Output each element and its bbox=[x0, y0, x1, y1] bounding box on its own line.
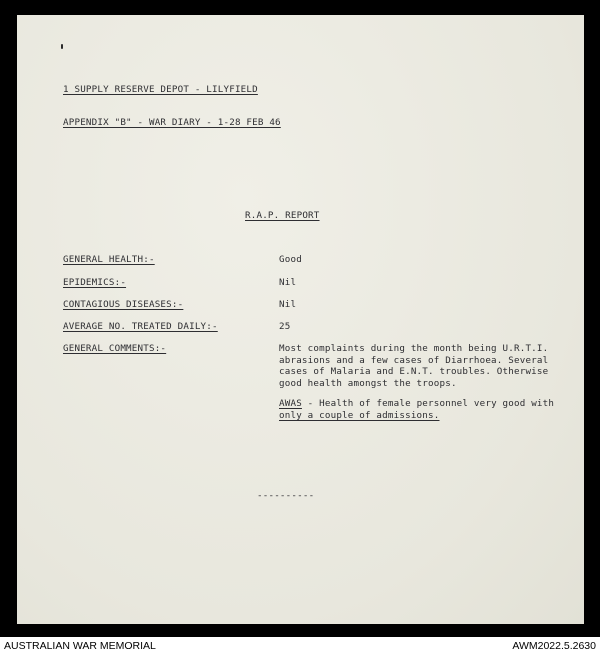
field-value-general-health: Good bbox=[279, 254, 302, 265]
end-rule: ---------- bbox=[257, 490, 315, 501]
footer-reference: AWM2022.5.2630 bbox=[512, 640, 596, 652]
awas-text-line-1: - Health of female personnel very good with bbox=[301, 398, 555, 410]
ink-mark bbox=[61, 44, 63, 49]
footer-bar bbox=[0, 637, 600, 653]
field-value-average-treated-daily: 25 bbox=[279, 321, 291, 332]
field-value-epidemics: Nil bbox=[279, 277, 297, 288]
awas-text-line-2: only a couple of admissions. bbox=[279, 409, 440, 421]
field-value-contagious-diseases: Nil bbox=[279, 299, 297, 310]
field-label-contagious-diseases: CONTAGIOUS DISEASES:- bbox=[63, 299, 184, 310]
report-title: R.A.P. REPORT bbox=[245, 210, 320, 221]
unit-heading: 1 SUPPLY RESERVE DEPOT - LILYFIELD bbox=[63, 84, 258, 95]
field-label-general-health: GENERAL HEALTH:- bbox=[63, 254, 155, 265]
field-label-general-comments: GENERAL COMMENTS:- bbox=[63, 343, 167, 354]
field-label-average-treated-daily: AVERAGE NO. TREATED DAILY:- bbox=[63, 321, 218, 332]
appendix-heading: APPENDIX "B" - WAR DIARY - 1-28 FEB 46 bbox=[63, 117, 281, 128]
field-label-epidemics: EPIDEMICS:- bbox=[63, 277, 127, 288]
footer-source: AUSTRALIAN WAR MEMORIAL bbox=[4, 640, 156, 652]
awas-paragraph bbox=[279, 398, 569, 421]
comments-paragraph: Most complaints during the month being U.R.T.I. abrasions and a few cases of Diarrhoea. Several cases of Malaria and E.N.T. troubles. Otherwise good health amongst the troops. bbox=[279, 343, 549, 389]
general-comments-text bbox=[279, 343, 569, 431]
document-page bbox=[17, 15, 584, 624]
awas-label: AWAS bbox=[279, 398, 302, 410]
